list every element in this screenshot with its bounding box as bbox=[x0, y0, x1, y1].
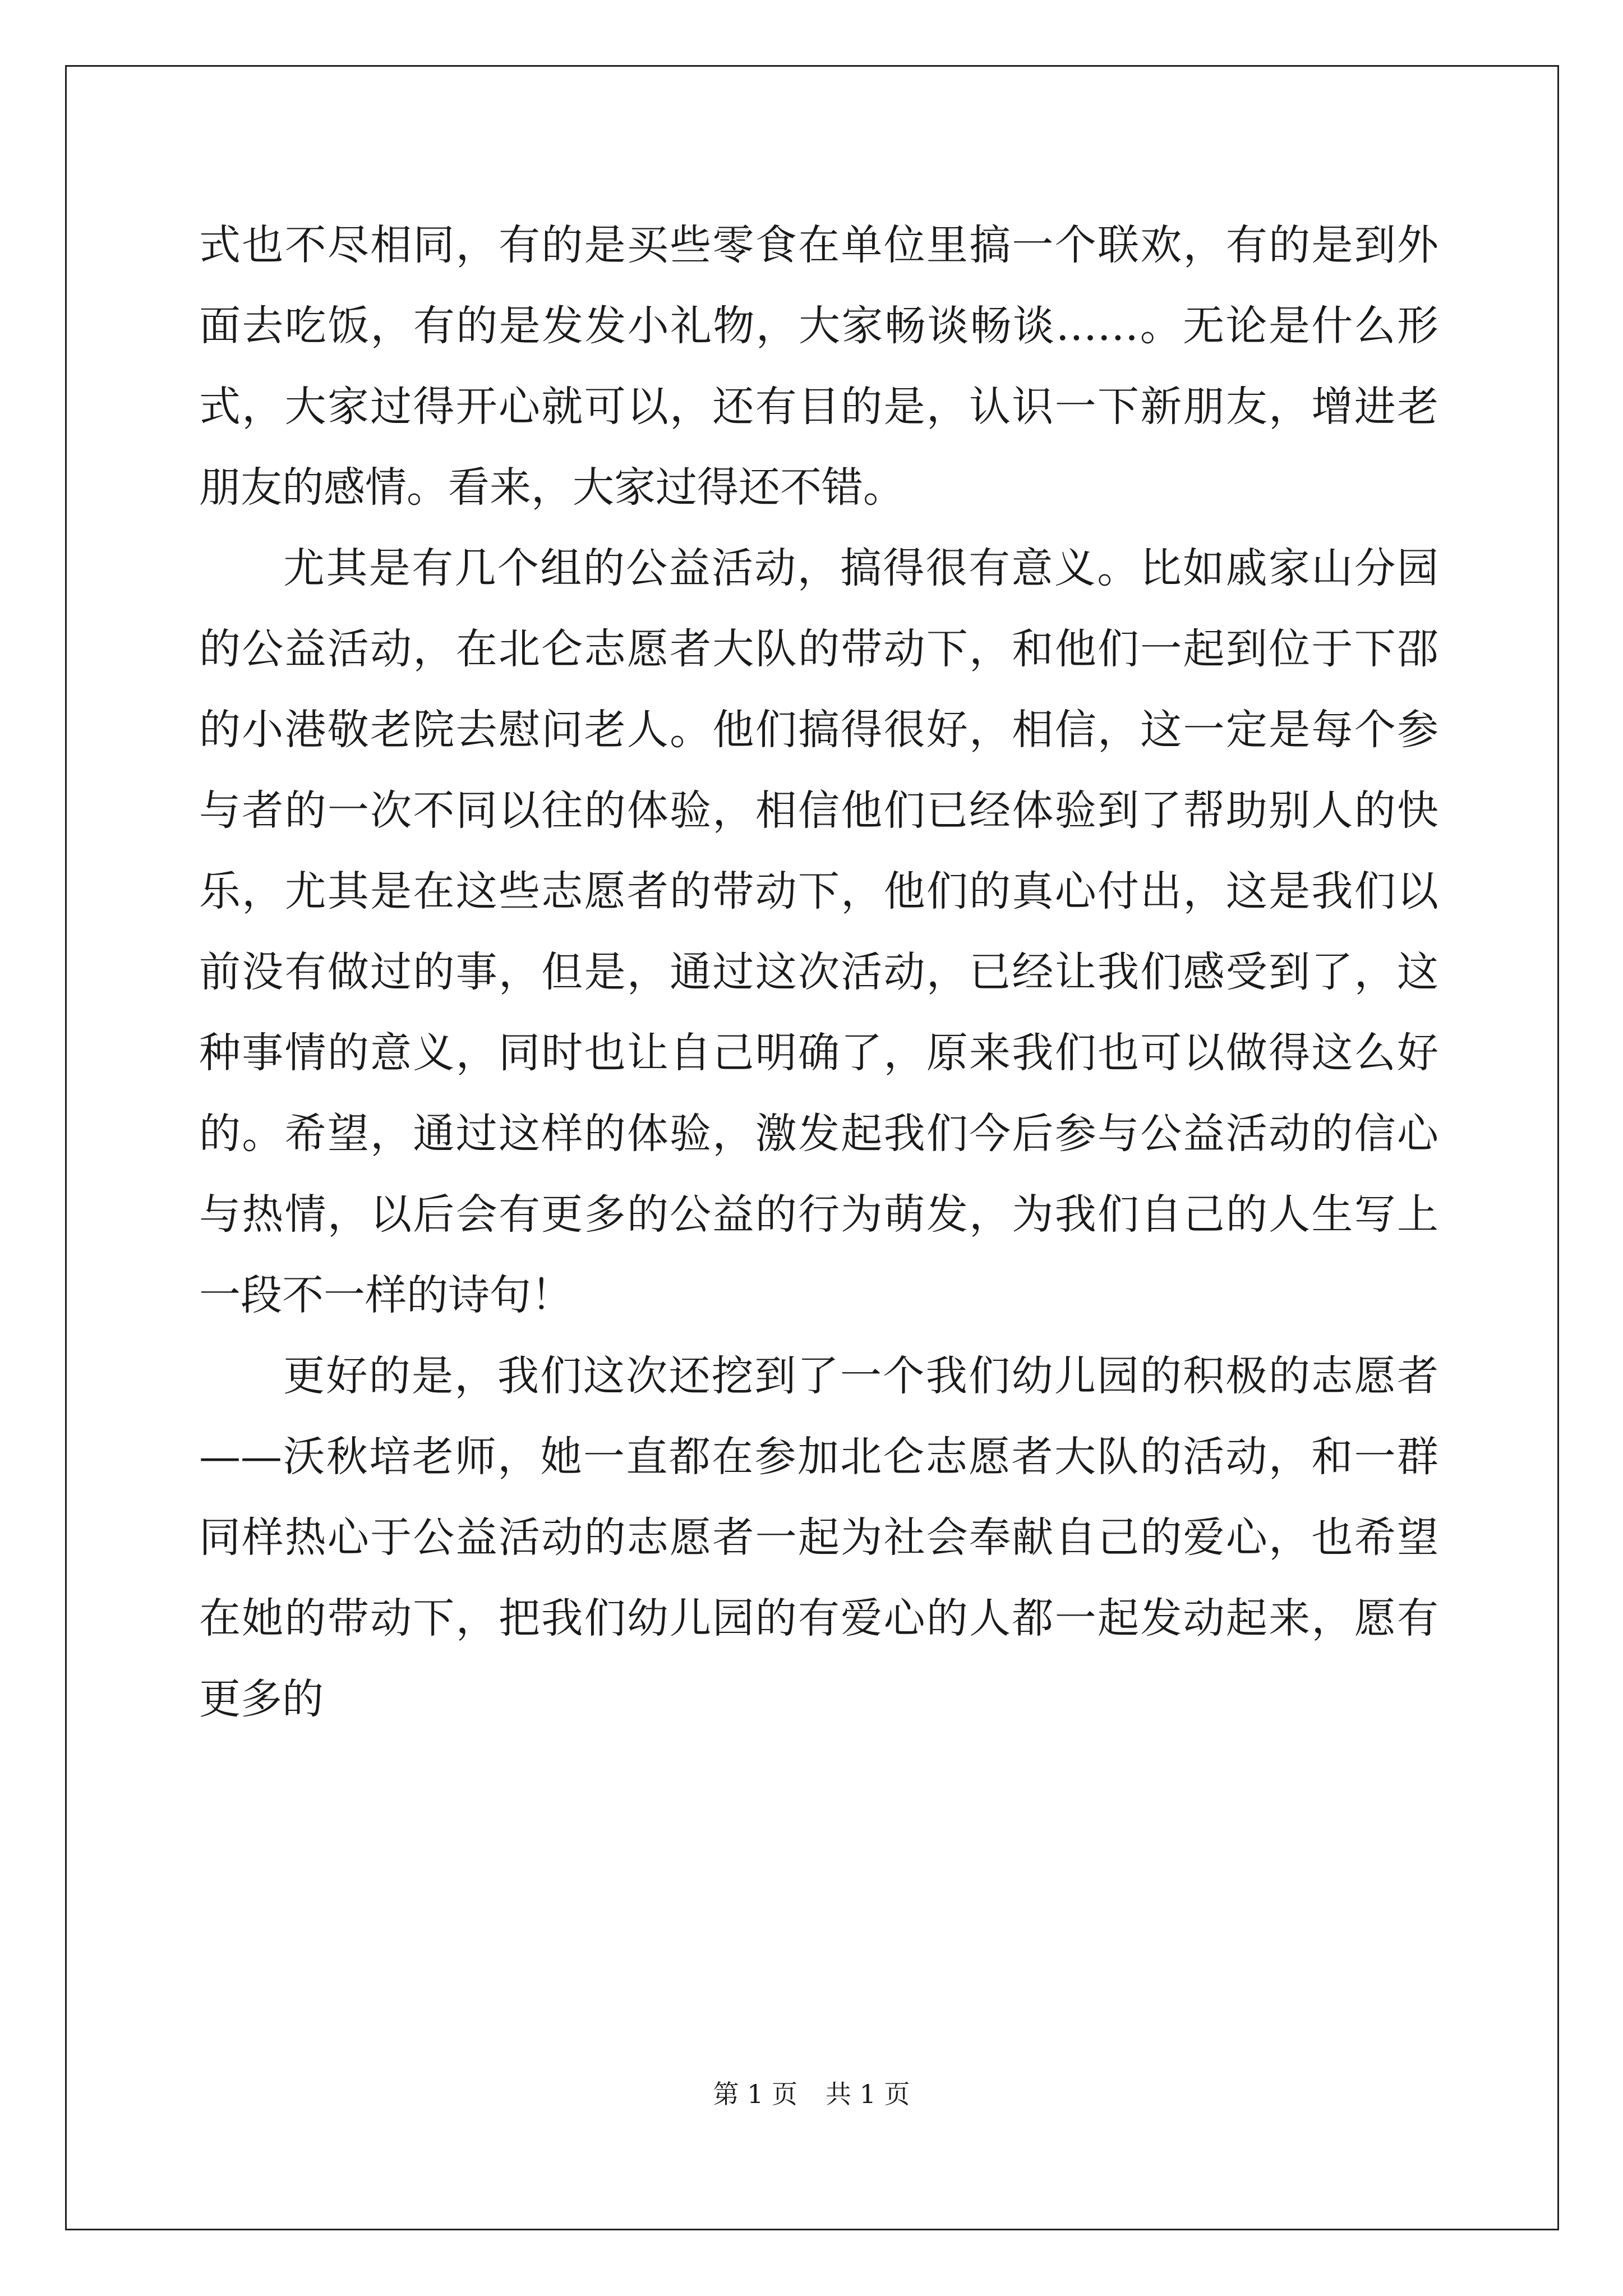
page-number: 第 1 页 bbox=[713, 2079, 797, 2109]
paragraph-2: 尤其是有几个组的公益活动，搞得很有意义。比如戚家山分园的公益活动，在北仑志愿者大队的带动下，和他们一起到位于下邵的小港敬老院去慰问老人。他们搞得很好，相信，这一定是每个参与者的一次不同以往的体验，相信他们已经体验到了帮助别人的快乐，尤其是在这些志愿者的带动下，他们的真心付出，这是我们以前没有做过的事，但是，通过这次活动，已经让我们感受到了，这种事情的意义，同时也让自己明确了，原来我们也可以做得这么好的。希望，通过这样的体验，激发起我们今后参与公益活动的信心与热情，以后会有更多的公益的行为萌发，为我们自己的人生写上一段不一样的诗句！ bbox=[199, 544, 1438, 1319]
paragraph-3: 更好的是，我们这次还挖到了一个我们幼儿园的积极的志愿者——沃秋培老师，她一直都在参加北仑志愿者大队的活动，和一群同样热心于公益活动的志愿者一起为社会奉献自己的爱心，也希望在她的带动下，把我们幼儿园的有爱心的人都一起发动起来，愿有更多的 bbox=[199, 1352, 1438, 1723]
page-footer bbox=[0, 2077, 1623, 2111]
page-total: 共 1 页 bbox=[826, 2079, 910, 2109]
paragraph-1: 式也不尽相同，有的是买些零食在单位里搞一个联欢，有的是到外面去吃饭，有的是发发小礼物，大家畅谈畅谈……。无论是什么形式，大家过得开心就可以，还有目的是，认识一下新朋友，增进老朋友的感情。看来，大家过得还不错。 bbox=[199, 221, 1438, 512]
document-body bbox=[199, 205, 1438, 1740]
